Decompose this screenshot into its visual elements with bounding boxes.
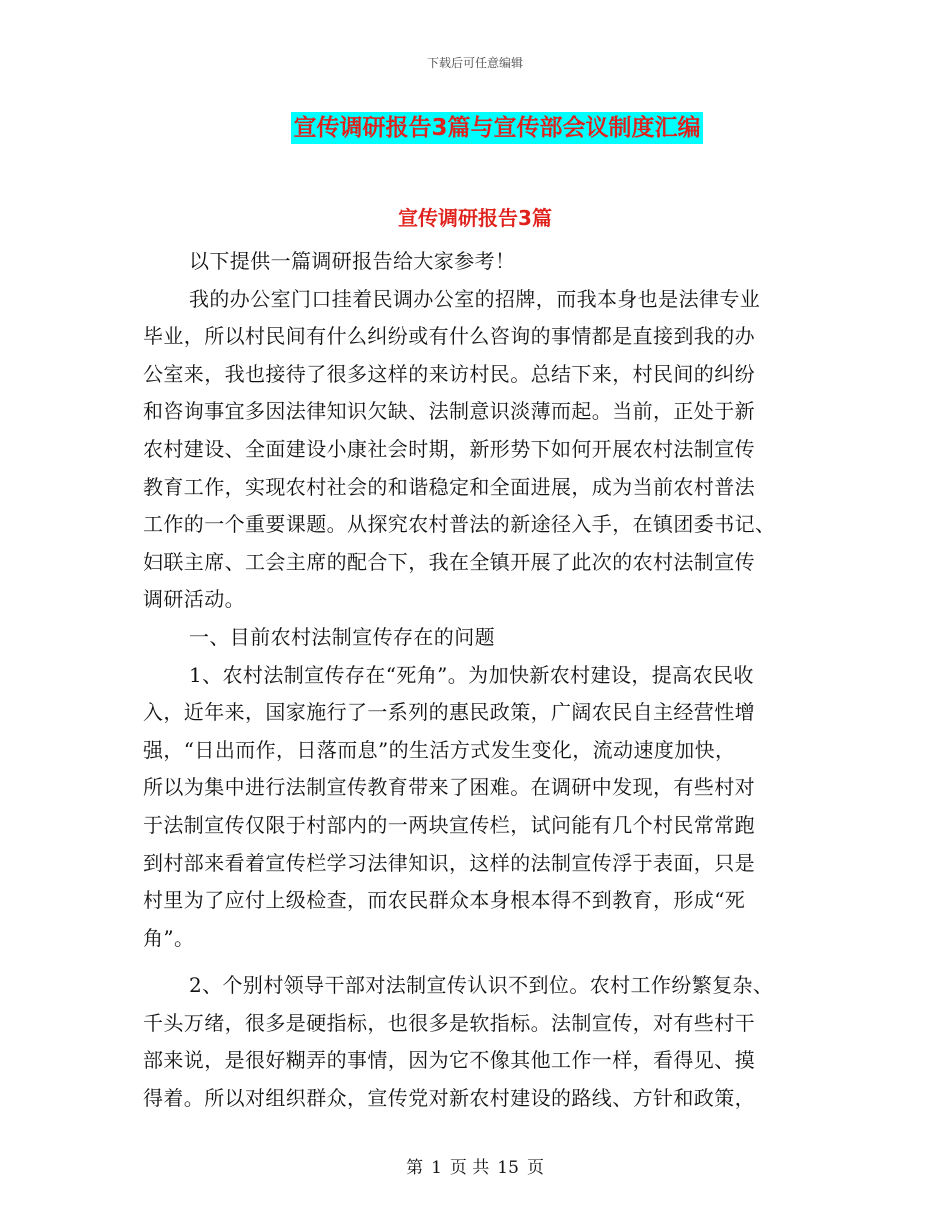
section-heading: 一、目前农村法制宣传存在的问题 [189,624,495,649]
paragraph-line: 妇联主席、工会主席的配合下，我在全镇开展了此次的农村法制宣传 [143,549,755,574]
paragraph-line: 强，“日出而作，日落而息”的生活方式发生变化，流动速度加快， [143,737,736,762]
paragraph-line: 毕业，所以村民间有什么纠纷或有什么咨询的事情都是直接到我的办 [143,324,755,349]
paragraph-line: 调研活动。 [143,587,245,612]
sub-title: 宣传调研报告3篇 [398,206,552,230]
paragraph-line: 到村部来看着宣传栏学习法律知识，这样的法制宣传浮于表面，只是 [143,850,755,875]
footer-page-number: 1 [431,1158,442,1178]
paragraph-line: 2、个别村领导干部对法制宣传认识不到位。农村工作纷繁复杂、 [189,973,774,998]
main-title-wrap [0,112,950,144]
paragraph-line: 农村建设、全面建设小康社会时期，新形势下如何开展农村法制宣传 [143,436,755,461]
paragraph-line: 角”。 [143,925,195,950]
paragraph-line: 入，近年来，国家施行了一系列的惠民政策，广阔农民自主经营性增 [143,700,755,725]
paragraph-line: 得着。所以对组织群众，宣传党对新农村建设的路线、方针和政策， [143,1086,755,1111]
paragraph-line: 我的办公室门口挂着民调办公室的招牌，而我本身也是法律专业 [189,286,761,311]
paragraph-line: 千头万绪，很多是硬指标，也很多是软指标。法制宣传，对有些村干 [143,1010,755,1035]
footer-prefix: 第 [406,1158,424,1178]
footer-mid: 页 共 [449,1158,490,1178]
paragraph-line: 和咨询事宜多因法律知识欠缺、法制意识淡薄而起。当前，正处于新 [143,399,755,424]
paragraph-line: 部来说，是很好糊弄的事情，因为它不像其他工作一样，看得见、摸 [143,1048,755,1073]
paragraph-line: 工作的一个重要课题。从探究农村普法的新途径入手，在镇团委书记、 [143,512,776,537]
main-title: 宣传调研报告3篇与宣传部会议制度汇编 [291,112,702,144]
body-text [143,223,808,1118]
paragraph-line: 公室来，我也接待了很多这样的来访村民。总结下来，村民间的纠纷 [143,361,755,386]
paragraph-line: 以下提供一篇调研报告给大家参考！ [189,249,516,273]
paragraph-line: 于法制宣传仅限于村部内的一两块宣传栏，试问能有几个村民常常跑 [143,812,755,837]
footer-suffix: 页 [526,1158,544,1178]
header-note: 下载后可任意编辑 [426,56,523,70]
paragraph-line: 1、农村法制宣传存在“死角”。为加快新农村建设，提高农民收 [189,662,754,687]
page-footer [0,1153,950,1178]
paragraph-line: 村里为了应付上级检查，而农民群众本身根本得不到教育，形成“死 [143,888,746,913]
paragraph-line: 教育工作，实现农村社会的和谐稳定和全面进展，成为当前农村普法 [143,474,755,499]
footer-total-pages: 15 [497,1158,519,1178]
paragraph-line: 所以为集中进行法制宣传教育带来了困难。在调研中发现，有些村对 [143,775,755,800]
